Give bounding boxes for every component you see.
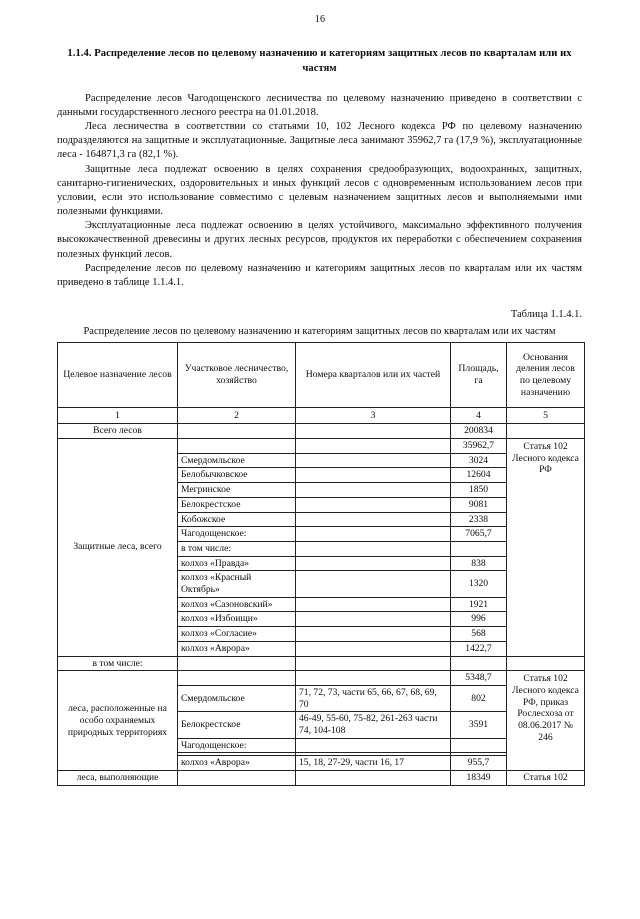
table-header-basis: Основания деления лесов по целевому назначению bbox=[507, 343, 585, 408]
cell-quarters: 71, 72, 73, части 65, 66, 67, 68, 69, 70 bbox=[296, 685, 451, 711]
table-row bbox=[58, 439, 585, 454]
cell-district bbox=[178, 424, 296, 439]
table-row bbox=[58, 656, 585, 671]
cell-district: колхоз «Согласие» bbox=[178, 627, 296, 642]
cell-district: колхоз «Избоищи» bbox=[178, 612, 296, 627]
cell-district: Смердомльское bbox=[178, 685, 296, 711]
cell-purpose: леса, выполняющие bbox=[58, 771, 178, 786]
cell-purpose: леса, расположенные на особо охраняемых природных территориях bbox=[58, 671, 178, 771]
cell-district bbox=[178, 771, 296, 786]
document-page bbox=[0, 14, 640, 919]
cell-area bbox=[451, 738, 507, 753]
table-body bbox=[58, 424, 585, 786]
table-row bbox=[58, 424, 585, 439]
cell-district bbox=[178, 656, 296, 671]
cell-area: 200834 bbox=[451, 424, 507, 439]
cell-basis: Статья 102 bbox=[507, 771, 585, 786]
cell-district: Чагодощенское: bbox=[178, 527, 296, 542]
cell-quarters bbox=[296, 453, 451, 468]
cell-quarters: 15, 18, 27-29, части 16, 17 bbox=[296, 756, 451, 771]
cell-quarters bbox=[296, 571, 451, 597]
cell-basis bbox=[507, 424, 585, 439]
cell-quarters: 46-49, 55-60, 75-82, 261-263 части 74, 104-108 bbox=[296, 712, 451, 738]
cell-quarters bbox=[296, 424, 451, 439]
table-header-district: Участковое лесничество, хозяйство bbox=[178, 343, 296, 408]
paragraph-3: Защитные леса подлежат освоению в целях сохранения средообразующих, водоохранных, защитных, санитарно-гигиенических, оздоровительных и иных функций лесов с одновременным использованием лесов при условии, если это использование совместимо с целевым назначением защитных лесов и выполняемыми ими полезными функциями. bbox=[57, 163, 582, 218]
column-number-1: 1 bbox=[58, 408, 178, 424]
cell-quarters bbox=[296, 483, 451, 498]
page-title: 1.1.4. Распределение лесов по целевому назначению и категориям защитных лесов по кварталам или их частям bbox=[67, 48, 572, 75]
cell-area: 838 bbox=[451, 556, 507, 571]
cell-quarters bbox=[296, 597, 451, 612]
cell-area: 3024 bbox=[451, 453, 507, 468]
table-header-quarters: Номера кварталов или их частей bbox=[296, 343, 451, 408]
cell-quarters bbox=[296, 738, 451, 753]
cell-area bbox=[451, 541, 507, 556]
cell-quarters bbox=[296, 468, 451, 483]
column-number-2: 2 bbox=[178, 408, 296, 424]
table-number-label: Таблица 1.1.4.1. bbox=[510, 309, 582, 321]
page-content bbox=[57, 46, 582, 786]
table-header-row bbox=[58, 343, 585, 408]
cell-area: 1921 bbox=[451, 597, 507, 612]
forest-distribution-table bbox=[57, 342, 585, 786]
cell-quarters bbox=[296, 771, 451, 786]
cell-quarters bbox=[296, 439, 451, 454]
cell-quarters bbox=[296, 671, 451, 686]
cell-district: колхоз «Сазоновский» bbox=[178, 597, 296, 612]
cell-district: колхоз «Аврора» bbox=[178, 756, 296, 771]
table-caption: Распределение лесов по целевому назначению и категориям защитных лесов по кварталам или их частям bbox=[83, 326, 556, 338]
column-number-3: 3 bbox=[296, 408, 451, 424]
cell-district: Белокрестское bbox=[178, 497, 296, 512]
paragraph-4: Эксплуатационные леса подлежат освоению в целях устойчивого, максимально эффективного получения высококачественной древесины и других лесных ресурсов, продуктов их переработки с обеспечением сохранения полезных функций лесов. bbox=[57, 220, 582, 260]
cell-quarters bbox=[296, 556, 451, 571]
cell-district bbox=[178, 439, 296, 454]
cell-district bbox=[178, 671, 296, 686]
column-number-4: 4 bbox=[451, 408, 507, 424]
cell-area: 3591 bbox=[451, 712, 507, 738]
cell-area: 568 bbox=[451, 627, 507, 642]
cell-purpose: в том числе: bbox=[58, 656, 178, 671]
cell-area: 1850 bbox=[451, 483, 507, 498]
cell-quarters bbox=[296, 527, 451, 542]
column-number-5: 5 bbox=[507, 408, 585, 424]
cell-quarters bbox=[296, 627, 451, 642]
table-header-area: Площадь, га bbox=[451, 343, 507, 408]
cell-area: 802 bbox=[451, 685, 507, 711]
cell-purpose: Защитные леса, всего bbox=[58, 439, 178, 657]
cell-basis bbox=[507, 656, 585, 671]
cell-quarters bbox=[296, 612, 451, 627]
paragraph-1: Распределение лесов Чагодощенского лесничества по целевому назначению приведено в соответствии с данными государственного лесного реестра на 01.01.2018. bbox=[57, 92, 582, 118]
cell-purpose: Всего лесов bbox=[58, 424, 178, 439]
cell-district: в том числе: bbox=[178, 541, 296, 556]
cell-quarters bbox=[296, 641, 451, 656]
page-number: 16 bbox=[314, 14, 326, 25]
cell-district: Кобожское bbox=[178, 512, 296, 527]
cell-basis: Статья 102 Лесного кодекса РФ bbox=[507, 439, 585, 657]
cell-district: колхоз «Правда» bbox=[178, 556, 296, 571]
cell-quarters bbox=[296, 512, 451, 527]
cell-area: 5348,7 bbox=[451, 671, 507, 686]
cell-area bbox=[451, 656, 507, 671]
cell-quarters bbox=[296, 541, 451, 556]
cell-district: колхоз «Красный Октябрь» bbox=[178, 571, 296, 597]
cell-area: 1422,7 bbox=[451, 641, 507, 656]
cell-area: 18349 bbox=[451, 771, 507, 786]
table-row bbox=[58, 771, 585, 786]
cell-area: 1320 bbox=[451, 571, 507, 597]
cell-district: Чагодощенское: bbox=[178, 738, 296, 753]
cell-district: Белобычковское bbox=[178, 468, 296, 483]
cell-area: 12604 bbox=[451, 468, 507, 483]
cell-quarters bbox=[296, 656, 451, 671]
cell-district: Белокрестское bbox=[178, 712, 296, 738]
cell-district: Смердомльское bbox=[178, 453, 296, 468]
table-column-number-row bbox=[58, 408, 585, 424]
cell-area: 7065,7 bbox=[451, 527, 507, 542]
cell-area: 2338 bbox=[451, 512, 507, 527]
paragraph-5: Распределение лесов по целевому назначению и категориям защитных лесов по кварталам или их частям приведено в таблице 1.1.4.1. bbox=[57, 262, 582, 288]
paragraph-2: Леса лесничества в соответствии со статьями 10, 102 Лесного кодекса РФ по целевому назначению подразделяются на защитные и эксплуатационные. Защитные леса занимают 35962,7 га (17,9 %), эксплуатационные леса - 164871,3 га (82,1 %). bbox=[57, 121, 582, 161]
cell-district: Мегринское bbox=[178, 483, 296, 498]
cell-area: 35962,7 bbox=[451, 439, 507, 454]
cell-area: 996 bbox=[451, 612, 507, 627]
cell-area: 955,7 bbox=[451, 756, 507, 771]
cell-quarters bbox=[296, 497, 451, 512]
table-header-purpose: Целевое назначение лесов bbox=[58, 343, 178, 408]
cell-area: 9081 bbox=[451, 497, 507, 512]
cell-basis: Статья 102 Лесного кодекса РФ, приказ Рослесхоза от 08.06.2017 № 246 bbox=[507, 671, 585, 771]
cell-district: колхоз «Аврора» bbox=[178, 641, 296, 656]
table-row bbox=[58, 671, 585, 686]
